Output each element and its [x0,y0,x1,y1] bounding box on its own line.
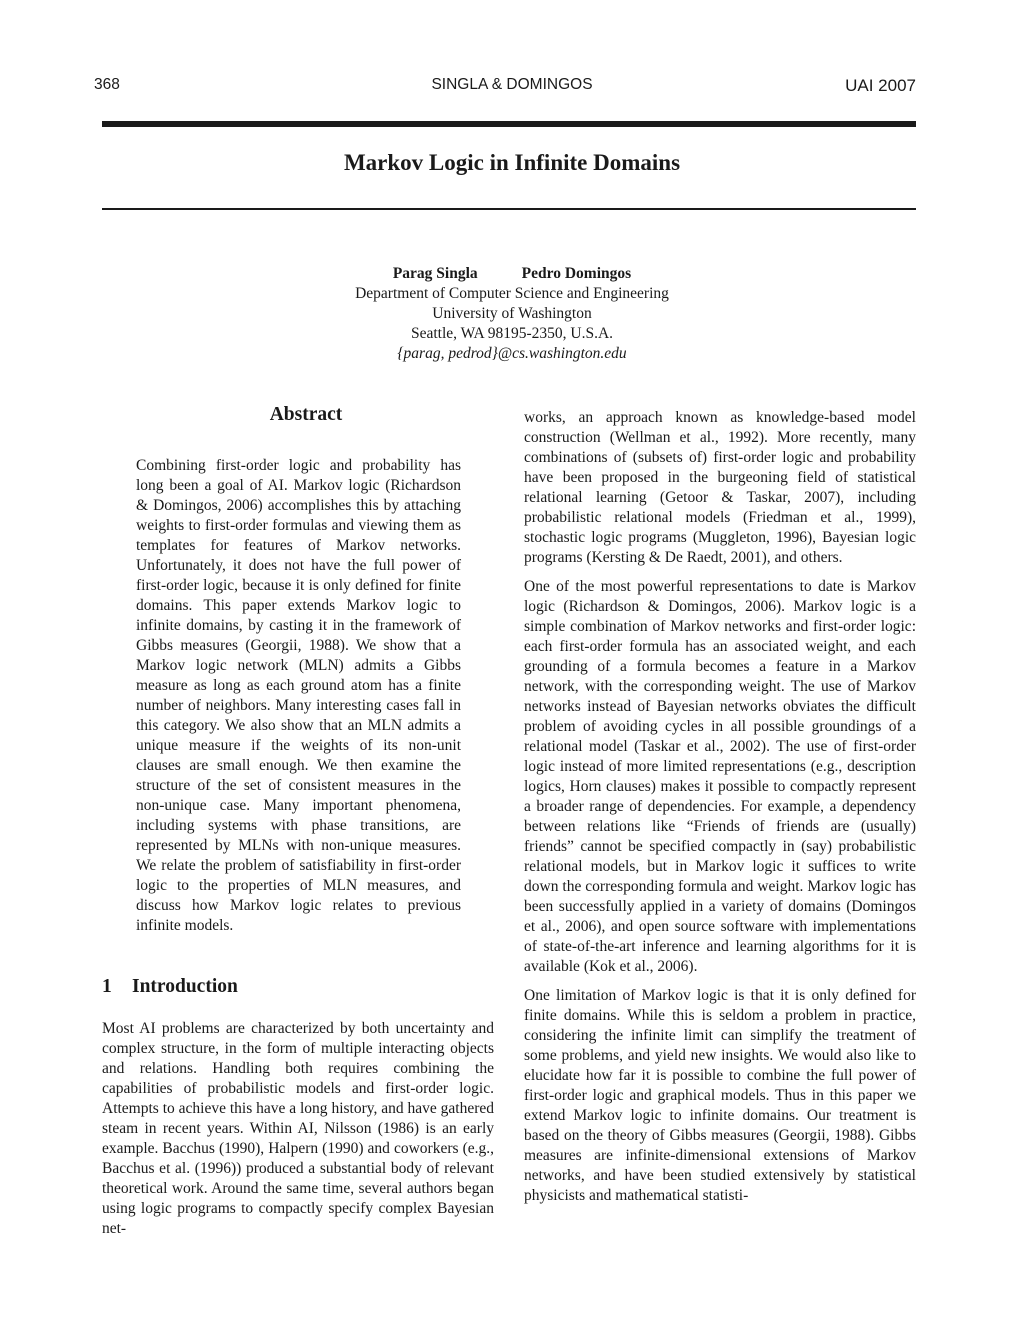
author-department: Department of Computer Science and Engineering [355,285,669,302]
right-column-paragraph-3: One limitation of Markov logic is that it is only defined for finite domains. While this is seldom a problem in practice, considering the infinite limit can simplify the treatment of some problems, and yield new insights. We would also like to elucidate how far it is possible to combine the full power of first-order logic and graphical models. Thus in this paper we extend Markov logic to infinite domains. Our treatment is based on the theory of Gibbs measures (Georgii, 1988). Gibbs measures are infinite-dimensional extensions of Markov networks, and have been studied extensively by statistical physicists and mathematical statisti- [524,987,916,1204]
abstract-paragraph: Combining first-order logic and probability has long been a goal of AI. Markov logic (Richardson & Domingos, 2006) accomplishes this by attaching weights to first-order formulas and viewing them as templates for features of Markov networks. Unfortunately, it does not have the full power of first-order logic, because it is only defined for finite domains. This paper extends Markov logic to infinite domains, by casting it in the framework of Gibbs measures (Georgii, 1988). We show that a Markov logic network (MLN) admits a Gibbs measure as long as each ground atom has a finite number of neighbors. Many interesting cases fall in this category. We also show that an MLN admits a unique measure if the weights of its non-unit clauses are small enough. We then examine the structure of the set of consistent measures in the non-unique case. Many important phenomena, including systems with phase transitions, are represented by MLNs with non-unique measures. We relate the problem of satisfiability in first-order logic to the properties of MLN measures, and discuss how Markov logic relates to previous infinite models. [136,457,461,934]
title-rule-bottom [102,208,916,210]
section-heading-introduction [102,976,238,998]
author-name-2: Pedro Domingos [521,265,632,282]
introduction-left-column [102,1019,494,1239]
author-block [0,264,1024,364]
author-university: University of Washington [432,305,592,322]
running-header-authors: SINGLA & DOMINGOS [431,76,593,93]
section-title: Introduction [132,976,238,997]
page-number: 368 [94,76,120,93]
right-column [524,408,916,1206]
title-rule-top [102,121,916,127]
abstract-heading: Abstract [269,404,343,425]
section-number: 1 [102,976,112,997]
author-names [0,264,1024,284]
introduction-paragraph-1: Most AI problems are characterized by both uncertainty and complex structure, in the form of multiple interacting objects and relations. Handling both requires combining the capabilities of probabilistic models and first-order logic. Attempts to achieve this have a long history, and have gathered steam in recent years. Within AI, Nilsson (1986) is an early example. Bacchus (1990), Halpern (1990) and coworkers (e.g., Bacchus et al. (1996)) produced a substantial body of relevant theoretical work. Around the same time, several authors began using logic programs to compactly specify complex Bayesian net- [102,1020,494,1237]
author-name-1: Parag Singla [392,265,478,282]
paper-title: Markov Logic in Infinite Domains [343,150,681,175]
author-address: Seattle, WA 98195-2350, U.S.A. [410,325,614,342]
running-header-conference: UAI 2007 [845,76,916,95]
author-email: {parag, pedrod}@cs.washington.edu [397,345,627,362]
right-column-paragraph-2: One of the most powerful representations to date is Markov logic (Richardson & Domingos, 2006). Markov logic is a simple combination of Markov networks and first-order logic: each first-order formula has an associated weight, and each grounding of a formula becomes a feature in a Markov network, with the corresponding weight. The use of Markov networks instead of Bayesian networks obviates the difficult problem of avoiding cycles in all possible groundings of a relational model (Taskar et al., 2002). The use of first-order logic instead of more limited representations (e.g., description logics, Horn clauses) makes it possible to compactly represent a broader range of dependencies. For example, a dependency between relations like “Friends of friends are (usually) friends” cannot be specified compactly in (say) probabilistic relational models, but in Markov logic it suffices to write down the corresponding formula and weight. Markov logic has been successfully applied in a variety of domains (Domingos et al., 2006), and open source software with implementations of state-of-the-art inference and learning algorithms for it is available (Kok et al., 2006). [524,578,916,975]
abstract-text [136,456,461,936]
right-column-paragraph-1: works, an approach known as knowledge-based model construction (Wellman et al., 1992). More recently, many combinations of (subsets of) first-order logic and probability have been proposed in the burgeoning field of statistical relational learning (Getoor & Taskar, 2007), including probabilistic relational models (Friedman et al., 1999), stochastic logic programs (Muggleton, 1996), Bayesian logic programs (Kersting & De Raedt, 2001), and others. [524,409,916,566]
